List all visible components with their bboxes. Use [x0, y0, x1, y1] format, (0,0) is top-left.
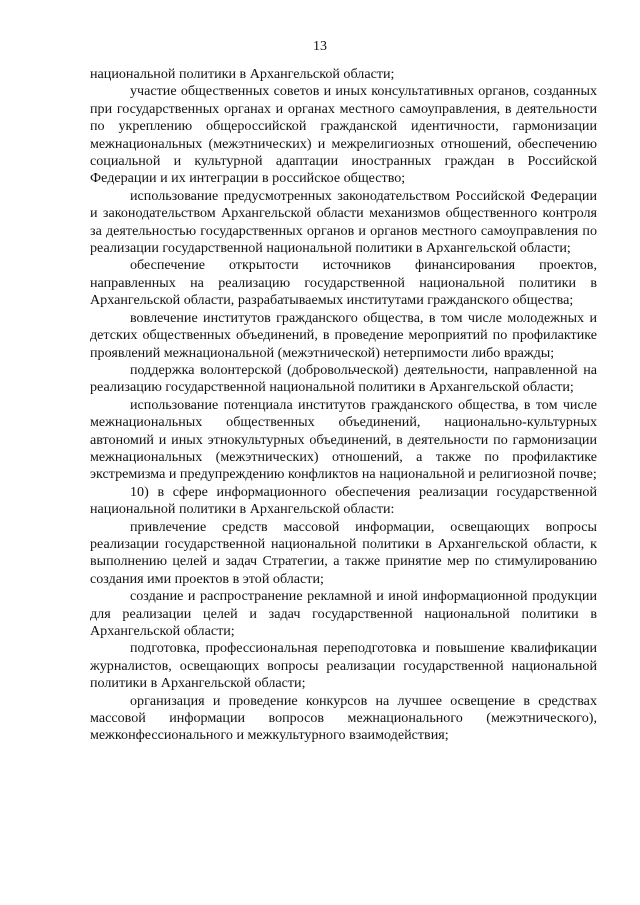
paragraph-funding-transparency: обеспечение открытости источников финансирования проектов, направленных на реализацию государственной национальной политики в Архангельской области, разрабатываемых институтами гражданского общества;: [90, 257, 597, 309]
paragraph-civil-society-involvement: вовлечение институтов гражданского общества, в том числе молодежных и детских общественных объединений, в проведение мероприятий по профилактике проявлений межнациональной (межэтнической) нетерпимости либо вражды;: [90, 309, 597, 361]
page-number: 13: [313, 39, 327, 54]
paragraph-public-control: использование предусмотренных законодательством Российской Федерации и законодательством Архангельской области механизмов общественного контроля за деятельностью государственных органов и органов местного самоуправления по реализации государственной национальной политики в Архангельской области;: [90, 187, 597, 257]
paragraph-media-involvement: привлечение средств массовой информации, освещающих вопросы реализации государственной национальной политики в Архангельской области, к выполнению целей и задач Стратегии, а также принятие мер по стимулированию создания ими проектов в этой области;: [90, 518, 597, 587]
document-body: [90, 66, 597, 745]
paragraph-journalist-training: подготовка, профессиональная переподготовка и повышение квалификации журналистов, освещающих вопросы реализации государственной национальной политики в Архангельской области;: [90, 640, 597, 692]
paragraph-civil-society-potential: использование потенциала институтов гражданского общества, в том числе межнациональных общественных объединений, национально-культурных автономий и иных этнокультурных объединений, в деятельности по гармонизации межнациональных (межэтнических) отношений, а также по профилактике экстремизма и предупреждению конфликтов на национальной и религиозной почве;: [90, 396, 597, 483]
paragraph-section-10-heading: 10) в сфере информационного обеспечения реализации государственной национальной политики в Архангельской области:: [90, 483, 597, 518]
paragraph-continuation: национальной политики в Архангельской области;: [90, 66, 395, 82]
paragraph-public-councils: участие общественных советов и иных консультативных органов, созданных при государственных органах и органах местного самоуправления, в деятельности по укреплению общероссийской гражданской идентичности, гармонизации межнациональных (межэтнических) и межрелигиозных отношений, обеспечению социальной и культурной адаптации иностранных граждан в Российской Федерации и их интеграции в российское общество;: [90, 83, 597, 187]
paragraph-volunteer-support: поддержка волонтерской (добровольческой) деятельности, направленной на реализацию государственной национальной политики в Архангельской области;: [90, 361, 597, 396]
paragraph-media-contests: организация и проведение конкурсов на лучшее освещение в средствах массовой информации вопросов межнационального (межэтнического), межконфессионального и межкультурного взаимодействия;: [90, 692, 597, 744]
paragraph-advertising-production: создание и распространение рекламной и иной информационной продукции для реализации целей и задач государственной национальной политики в Архангельской области;: [90, 588, 597, 639]
